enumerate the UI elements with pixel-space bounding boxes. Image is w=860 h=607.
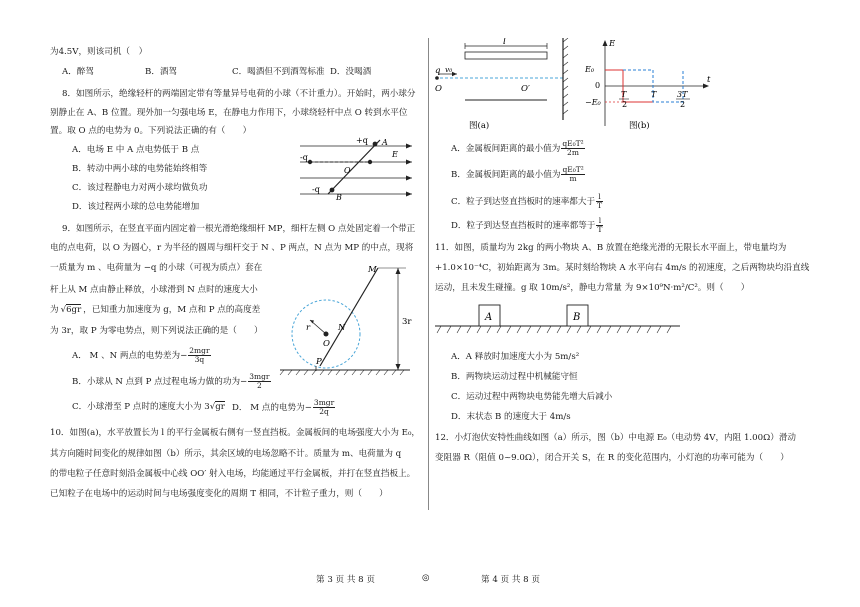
footer-left-page-number: 第 3 页 共 8 页 <box>316 575 375 585</box>
q9-opt-b: B．小球从 N 点到 P 点过程电场力做的功为− $\frac{\text{3mgr}}{2}$ <box>72 372 270 390</box>
q8-opt-a: A．电场 E 中 A 点电势低于 B 点 <box>72 145 200 155</box>
q9-line4: 杆上从 M 点由静止释放，小球滑到 N 点时的速度大小 <box>50 285 258 295</box>
q9-label-o: O <box>323 339 330 349</box>
figb-label-t: T <box>651 90 657 99</box>
q9-line6: 为 3r，取 P 为零电势点，则下列说法正确的是（ ） <box>50 326 263 336</box>
figa-label-o: O <box>435 84 442 94</box>
q9-opt-c: C．小球滑至 P 点时的速度大小为 3√gr <box>72 402 225 412</box>
q7-tail: 为4.5V，则该司机（ ） <box>50 47 148 57</box>
q10-opt-c: C．粒子到达竖直挡板时的速率都大于 $\frac{l}{T}$ <box>451 192 603 210</box>
q8-opt-b: B．转动中两小球的电势能始终相等 <box>72 164 208 174</box>
q8-label-a: A <box>382 138 388 147</box>
figb-label-minus-e0: −E₀ <box>585 98 601 107</box>
q7-opt-b: B．酒驾 <box>145 67 178 77</box>
figa-label-v0: v₀ <box>445 65 453 74</box>
q7-opt-c: C．喝酒但不到酒驾标准 <box>232 67 325 77</box>
figb-label-t-half-n: T <box>621 90 627 99</box>
figb-label-3t-d: 2 <box>680 100 686 109</box>
q7-opt-a: A．醉驾 <box>62 67 94 77</box>
q10-opt-b: B．金属板间距离的最小值为 $\frac{\text{qE₀T²}}{m}$ <box>451 165 584 183</box>
q7-opt-d: D．没喝酒 <box>330 67 372 77</box>
footer-binding-mark: ◎ <box>422 573 430 583</box>
q8-line1: 8．如图所示，绝缘轻杆的两端固定带有等量异号电荷的小球（不计重力）。开始时，两小球分 <box>62 89 416 99</box>
q9-line3: 一质量为 m 、电荷量为 −q 的小球（可视为质点）套在 <box>50 263 263 273</box>
figa-caption: 图(a) <box>469 121 490 130</box>
q11-block-b: B <box>573 312 581 323</box>
q9-opt-d: D． M 点的电势为− $\frac{\text{3mgr}}{2q}$ <box>232 398 335 416</box>
q10-opt-d: D．粒子到达竖直挡板时的速率都等于 $\frac{l}{T}$ <box>451 216 603 234</box>
page-divider <box>428 38 429 510</box>
figb-label-3t-n: 3T <box>677 90 688 99</box>
q8-label-b: B <box>336 193 342 202</box>
q10-figure-a <box>435 38 595 130</box>
q9-sqrt-value: 6gr <box>66 305 82 315</box>
q9-line1: 9．如图所示，在竖直平面内固定着一根光滑绝缘细杆 MP，细杆左侧 O 点处固定着一个带正 <box>62 224 416 234</box>
q8-figure <box>300 132 415 202</box>
q11-opt-b: B．两物块运动过程中机械能守恒 <box>451 372 578 382</box>
q9-label-r: r <box>306 323 311 333</box>
figb-label-zero: 0 <box>595 81 601 90</box>
q10-line2: 其方向随时间变化的规律如图（b）所示，其余区域的电场忽略不计。质量为 m、电荷量为 q <box>50 449 402 459</box>
figa-label-q: q <box>435 66 441 76</box>
figb-label-e: E <box>609 39 616 49</box>
q11-opt-c: C．运动过程中两物块电势能先增大后减小 <box>451 392 613 402</box>
q8-label-minus-q-b: -q <box>312 185 320 194</box>
q8-label-e: E <box>392 150 398 159</box>
figb-label-e0: E₀ <box>585 65 595 74</box>
q11-opt-a: A．A 释放时加速度大小为 5m/s² <box>451 352 580 362</box>
q8-opt-d: D．该过程两小球的总电势能增加 <box>72 202 200 212</box>
footer-right-page-number: 第 4 页 共 8 页 <box>481 575 540 585</box>
q9-line5: 为 √6gr ，已知重力加速度为 g，M 点和 P 点的高度差 <box>50 305 261 315</box>
q10-line4: 已知粒子在电场中的运动时间与电场强度变化的周期 T 相同，不计粒子重力，则（ ） <box>50 489 388 499</box>
q8-line3: 置。取 O 点的电势为 0。下列说法正确的有（ ） <box>50 126 252 136</box>
q11-block-a: A <box>485 312 493 323</box>
figb-caption: 图(b) <box>629 121 650 130</box>
q10-line1: 10．如图(a)，水平放置长为 l 的平行金属板右侧有一竖直挡板。金属板间的电场强度大小为 E₀， <box>50 428 420 438</box>
q9-line2: 电的点电荷，以 O 为圆心，r 为半径的圆周与细杆交于 N 、P 两点，N 点为 MP 的中点，现将 <box>50 243 414 253</box>
q9-figure <box>270 262 420 380</box>
q10-figure-b <box>585 38 715 130</box>
q9-opt-a: A． M 、N 两点的电势差为− $\frac{\text{2mgr}}{3q}$ <box>72 346 210 364</box>
q9-label-n: N <box>338 323 346 333</box>
q11-opt-d: D．末状态 B 的速度大于 4m/s <box>451 412 571 422</box>
q12-line1: 12．小灯泡伏安特性曲线如图（a）所示，图（b）中电源 E₀（电动势 4V，内阻 1.00Ω）滑动 <box>435 433 797 443</box>
q11-line3: 运动，且未发生碰撞。g 取 10m/s²，静电力常量 为 9×10⁹N·m²/C²。则（ ） <box>435 283 750 293</box>
q8-label-plus-q: +q <box>356 136 368 145</box>
figa-label-l: l <box>503 38 506 47</box>
q9-label-p: P <box>316 357 322 367</box>
q9-label-3r: 3r <box>402 317 412 327</box>
q11-line1: 11．如图，质量均为 2kg 的两小物块 A、B 放置在绝缘光滑的无限长水平面上，带电量均为 <box>435 243 787 253</box>
q8-label-o: O <box>344 166 351 175</box>
q11-line2: +1.0×10⁻⁴C，初始距离为 3m。某时刻给物块 A 水平向右 4m/s 的初速度，之后两物块均沿直线 <box>435 263 810 273</box>
q8-opt-c: C．该过程静电力对两小球均做负功 <box>72 183 208 193</box>
figb-label-t-half-d: 2 <box>622 100 628 109</box>
q10-line3: 的带电粒子任意时刻沿金属板中心线 OO′ 射入电场，均能通过平行金属板，并打在竖直挡板上。 <box>50 469 416 479</box>
q10-opt-a: A．金属板间距离的最小值为 $\frac{\text{qE₀T²}}{2m}$ <box>451 139 584 157</box>
q12-line2: 变阻器 R（阻值 0~9.0Ω），闭合开关 S，在 R 的变化范围内，小灯泡的功率可能为（ ） <box>435 453 789 463</box>
figb-label-time: t <box>707 75 711 85</box>
q8-line2: 别静止在 A、B 位置。现外加一匀强电场 E，在静电力作用下，小球绕轻杆中点 O 转到水平位 <box>50 108 408 118</box>
q11-figure <box>435 303 685 343</box>
figa-label-o-prime: O′ <box>521 84 530 94</box>
q8-label-minus-q: -q <box>300 153 308 162</box>
q9-label-m: M <box>368 265 377 275</box>
